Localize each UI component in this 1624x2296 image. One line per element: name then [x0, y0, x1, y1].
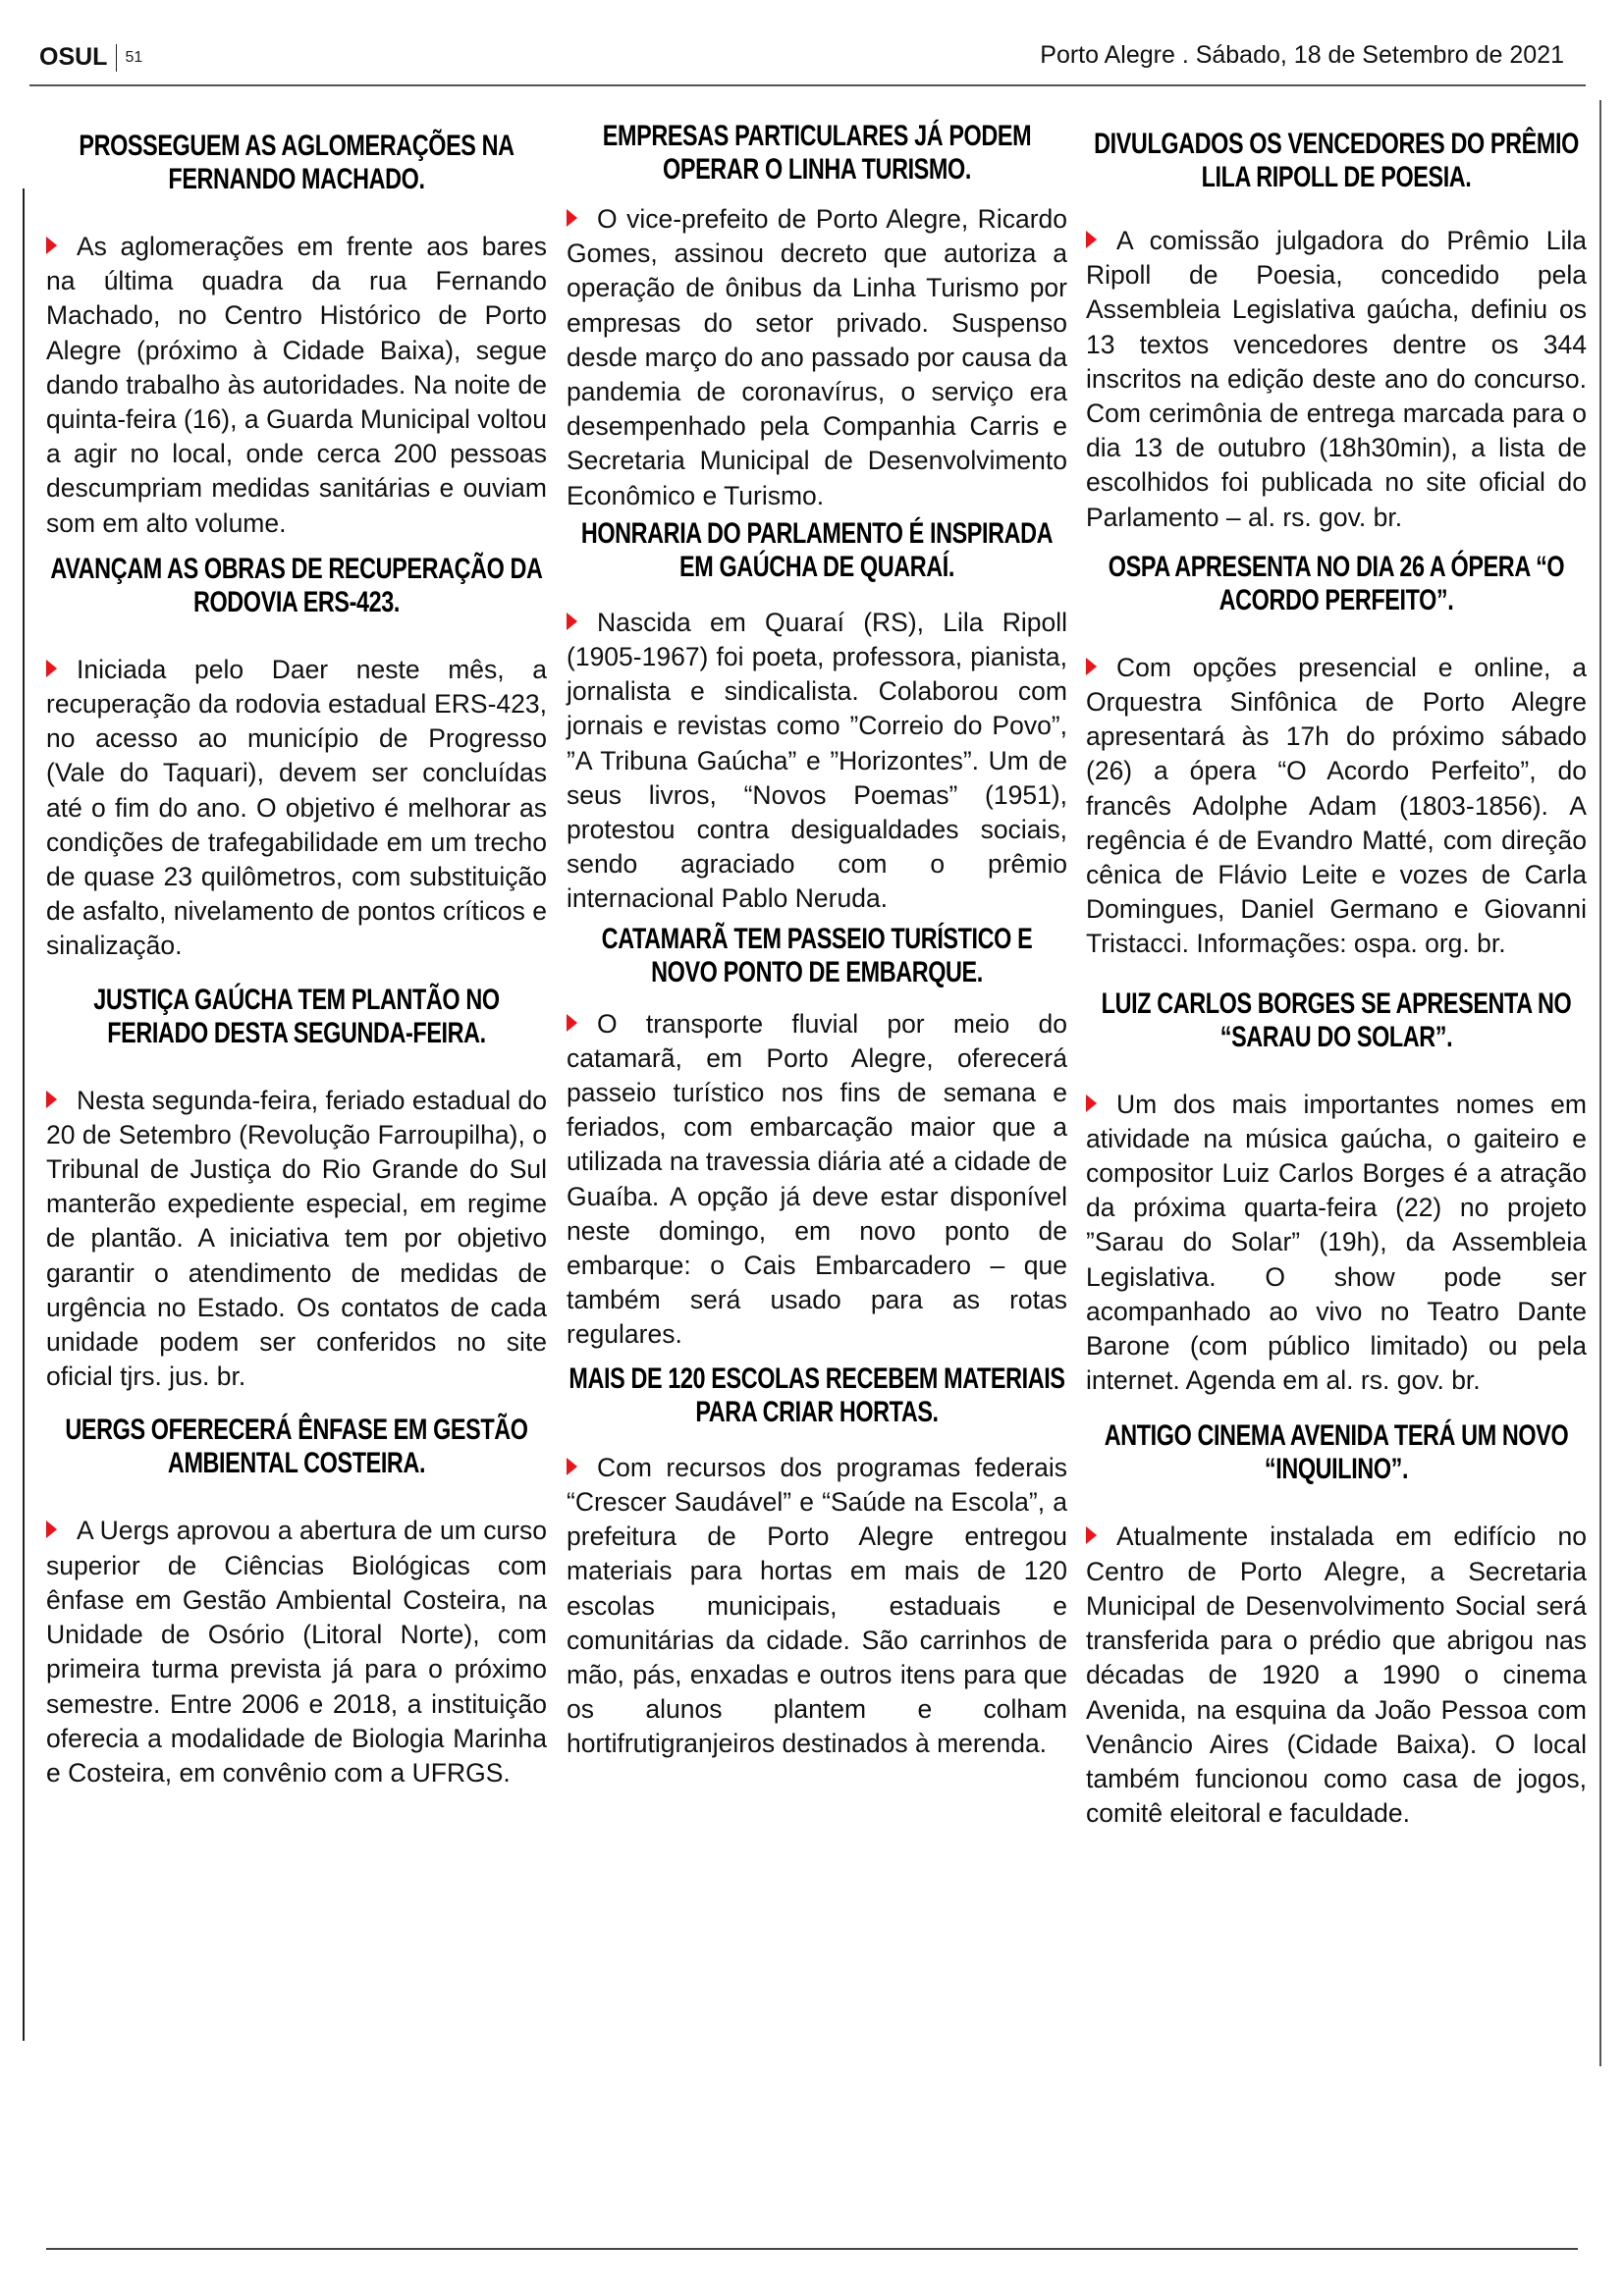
article-body: Nesta segunda-feira, feriado estadual do 20 de Setembro (Revolução Farroupilha), o Tribunal de Justiça do Rio Grande do Sul manterão expediente especial, em regime de plantão. A iniciativa tem por objetivo garantir o atendimento de medidas de urgência no Estado. Os contatos de cada unidade podem ser conferidos no site oficial tjrs. jus. br.: [46, 1085, 547, 1392]
footer-divider: [46, 2248, 1578, 2250]
article-headline: AVANÇAM AS OBRAS DE RECUPERAÇÃO DA RODOVIA ERS-423.: [50, 552, 543, 618]
article-body: O vice-prefeito de Porto Alegre, Ricardo Gomes, assinou decreto que autoriza a operação de ônibus da Linha Turismo por empresas do setor privado. Suspenso desde março do ano passado por causa da pandemia de coronavírus, o serviço era desempenhado pela Companhia Carris e Secretaria Municipal de Desenvolvimento Econômico e Turismo.: [567, 204, 1067, 510]
article: [567, 917, 1067, 1353]
article-headline: MAIS DE 120 ESCOLAS RECEBEM MATERIAIS PARA CRIAR HORTAS.: [568, 1362, 1065, 1428]
brand-separator: [116, 44, 117, 72]
article: [46, 541, 547, 964]
red-arrow-bullet-icon: [46, 1091, 57, 1108]
article-headline: DIVULGADOS OS VENCEDORES DO PRÊMIO LILA RIPOLL DE POESIA.: [1094, 128, 1579, 193]
left-margin-rule: [23, 188, 25, 2041]
dateline: Porto Alegre . Sábado, 18 de Setembro de 2021: [1040, 41, 1564, 69]
article: [46, 98, 547, 541]
column-2: [567, 98, 1067, 1762]
red-arrow-bullet-icon: [1086, 658, 1097, 675]
article-body: A comissão julgadora do Prêmio Lila Ripoll de Poesia, concedido pela Assembleia Legislativa gaúcha, definiu os 13 textos vencedores dentre os 344 inscritos na edição deste ano do concurso. Com cerimônia de entrega marcada para o dia 13 de outubro (18h30min), a lista de escolhidos foi publicada no site oficial do Parlamento – al. rs. gov. br.: [1086, 226, 1587, 532]
article-headline: PROSSEGUEM AS AGLOMERAÇÕES NA FERNANDO MACHADO.: [79, 130, 514, 195]
article-headline: LUIZ CARLOS BORGES SE APRESENTA NO “SARAU DO SOLAR”.: [1101, 987, 1572, 1053]
article: [567, 98, 1067, 513]
red-arrow-bullet-icon: [567, 613, 577, 630]
red-arrow-bullet-icon: [567, 1014, 577, 1032]
article-body: O transporte fluvial por meio do catamarã, em Porto Alegre, oferecerá passeio turístico nos fins de semana e feriados, com embarcação maior que a utilizada na travessia diária até a cidade de Guaíba. A opção já deve estar disponível neste domingo, em novo ponto de embarque: o Cais Embarcadero – que também será usado para as rotas regulares.: [567, 1008, 1067, 1350]
article-headline: ANTIGO CINEMA AVENIDA TERÁ UM NOVO “INQUILINO”.: [1104, 1419, 1569, 1486]
article: [46, 964, 547, 1395]
article: [567, 513, 1067, 917]
red-arrow-bullet-icon: [567, 209, 577, 227]
article-body: As aglomerações em frente aos bares na última quadra da rua Fernando Machado, no Centro Histórico de Porto Alegre (próximo à Cidade Baixa), segue dando trabalho às autoridades. Na noite de quinta-feira (16), a Guarda Municipal voltou a agir no local, onde cerca 200 pessoas descumpriam medidas sanitárias e ouviam som em alto volume.: [46, 232, 547, 538]
red-arrow-bullet-icon: [46, 237, 57, 254]
article-body: Com recursos dos programas federais “Crescer Saudável” e “Saúde na Escola”, a prefeitura de Porto Alegre entregou materiais para hortas em mais de 120 escolas municipais, estaduais e comunitárias da cidade. São carrinhos de mão, pás, enxadas e outros itens para que os alunos plantem e colham hortifrutigranjeiros destinados à merenda.: [567, 1452, 1067, 1759]
article-headline: EMPRESAS PARTICULARES JÁ PODEM OPERAR O LINHA TURISMO.: [602, 120, 1032, 186]
article: [1086, 1398, 1587, 1831]
article: [46, 1394, 547, 1790]
red-arrow-bullet-icon: [46, 660, 57, 677]
article-body: Iniciada pelo Daer neste mês, a recuperação da rodovia estadual ERS-423, no acesso ao município de Progresso (Vale do Taquari), devem ser concluídas até o fim do ano. O objetivo é melhorar as condições de trafegabilidade em um trecho de quase 23 quilômetros, com substituição de asfalto, nivelamento de pontos críticos e sinalização.: [46, 654, 547, 961]
article-headline: HONRARIA DO PARLAMENTO É INSPIRADA EM GAÚCHA DE QUARAÍ.: [580, 516, 1054, 583]
column-1: [46, 98, 547, 1790]
red-arrow-bullet-icon: [1086, 231, 1097, 248]
article: [1086, 962, 1587, 1399]
header-divider: [29, 84, 1586, 86]
article-headline: JUSTIÇA GAÚCHA TEM PLANTÃO NO FERIADO DESTA SEGUNDA-FEIRA.: [93, 983, 500, 1049]
article: [1086, 535, 1587, 962]
article-headline: CATAMARÃ TEM PASSEIO TURÍSTICO E NOVO PONTO DE EMBARQUE.: [601, 922, 1033, 988]
article-headline: OSPA APRESENTA NO DIA 26 A ÓPERA “O ACORDO PERFEITO”.: [1108, 550, 1565, 616]
article-body: Um dos mais importantes nomes em atividade na música gaúcha, o gaiteiro e compositor Luiz Carlos Borges é a atração da próxima quarta-feira (22) no projeto ”Sarau do Solar” (19h), da Assembleia Legislativa. O show pode ser acompanhado ao vivo no Teatro Dante Barone (com público limitado) ou pela internet. Agenda em al. rs. gov. br.: [1086, 1089, 1587, 1396]
page-header: [29, 35, 1586, 84]
article-body: A Uergs aprovou a abertura de um curso superior de Ciências Biológicas com ênfase em Gestão Ambiental Costeira, na Unidade de Osório (Litoral Norte), com primeira turma prevista já para o próximo semestre. Entre 2006 e 2018, a instituição oferecia a modalidade de Biologia Marinha e Costeira, em convênio com a UFRGS.: [46, 1516, 547, 1788]
red-arrow-bullet-icon: [567, 1458, 577, 1475]
article: [1086, 98, 1587, 535]
brand-name: OSUL: [39, 43, 108, 71]
article-headline: UERGS OFERECERÁ ÊNFASE EM GESTÃO AMBIENTAL COSTEIRA.: [65, 1414, 528, 1480]
article: [567, 1353, 1067, 1762]
article-body: Atualmente instalada em edifício no Centro de Porto Alegre, a Secretaria Municipal de Desenvolvimento Social será transferida para o prédio que abrigou nas décadas de 1920 a 1990 o cinema Avenida, na esquina da João Pessoa com Venâncio Aires (Cidade Baixa). O local também funcionou como casa de jogos, comitê eleitoral e faculdade.: [1086, 1522, 1587, 1829]
masthead: [39, 43, 142, 72]
article-body: Nascida em Quaraí (RS), Lila Ripoll (1905-1967) foi poeta, professora, pianista, jornalista e sindicalista. Colaborou com jornais e revistas como ”Correio do Povo”, ”A Tribuna Gaúcha” e ”Horizontes”. Um de seus livros, “Novos Poemas” (1951), protestou contra desigualdades sociais, sendo agraciado com o prêmio internacional Pablo Neruda.: [567, 607, 1067, 914]
article-body: Com opções presencial e online, a Orquestra Sinfônica de Porto Alegre apresentará às 17h do próximo sábado (26) a ópera “O Acordo Perfeito”, do francês Adolphe Adam (1803-1856). A regência é de Evandro Matté, com direção cênica de Flávio Leite e vozes de Carla Domingues, Daniel Germano e Giovanni Tristacci. Informações: ospa. org. br.: [1086, 652, 1587, 959]
column-3: [1086, 98, 1587, 1831]
red-arrow-bullet-icon: [46, 1521, 57, 1538]
red-arrow-bullet-icon: [1086, 1526, 1097, 1544]
red-arrow-bullet-icon: [1086, 1095, 1097, 1112]
page-number: 51: [125, 48, 143, 66]
right-margin-rule: [1599, 100, 1601, 2066]
